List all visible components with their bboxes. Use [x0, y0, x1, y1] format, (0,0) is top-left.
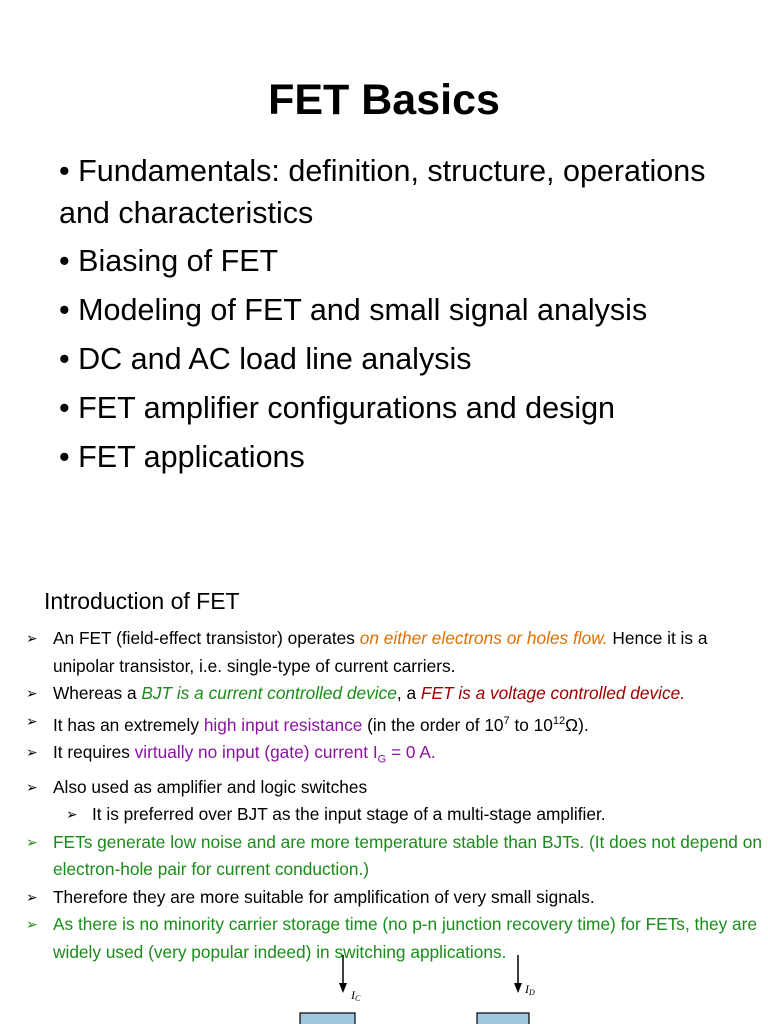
arrow-bullet-icon: ➢ — [66, 806, 78, 823]
topic-item: • FET applications — [59, 440, 305, 474]
list-item: ➢ As there is no minority carrier storage time (no p-n junction recovery time) for FETs, they are widely used (very popular indeed) in switching applications. — [26, 911, 766, 966]
slide-introduction — [0, 560, 768, 1024]
arrow-bullet-icon: ➢ — [26, 833, 38, 850]
arrow-bullet-icon: ➢ — [26, 778, 38, 795]
topic-item: • FET amplifier configurations and design — [59, 391, 616, 425]
bjt-fet-comparison-figure — [200, 955, 580, 1024]
topic-list — [59, 150, 759, 485]
list-item: ➢ Whereas a BJT is a current controlled device, a FET is a voltage controlled device. — [26, 680, 766, 708]
list-item: ➢ Therefore they are more suitable for amplification of very small signals. — [26, 884, 766, 912]
topic-item: • Modeling of FET and small signal analysis — [59, 293, 648, 327]
list-item: ➢ An FET (field-effect transistor) operates on either electrons or holes flow. Hence it is a unipolar transistor, i.e. single-type of current carriers. — [26, 625, 766, 680]
section-title: Introduction of FET — [44, 588, 240, 614]
list-item: ➢ FETs generate low noise and are more temperature stable than BJTs. (It does not depend on electron-hole pair for current conduction.) — [26, 829, 766, 884]
list-item: ➢ Also used as amplifier and logic switches — [26, 774, 766, 802]
id-label: ID — [525, 982, 535, 997]
arrow-bullet-icon: ➢ — [26, 630, 38, 646]
topic-item: • DC and AC load line analysis — [59, 342, 472, 376]
intro-list — [26, 625, 766, 966]
arrow-bullet-icon: ➢ — [26, 916, 38, 933]
current-arrow-head — [339, 983, 347, 993]
topic-item: • Fundamentals: definition, structure, operations and characteristics — [59, 154, 706, 230]
ic-label: IC — [351, 988, 361, 1003]
arrow-bullet-icon: ➢ — [26, 685, 38, 701]
list-subitem: ➢ It is preferred over BJT as the input stage of a multi-stage amplifier. — [26, 801, 766, 829]
topic-item: • Biasing of FET — [59, 244, 279, 278]
list-item: ➢ It requires virtually no input (gate) current $I_G = 0$ A. — [26, 739, 766, 774]
arrow-bullet-icon: ➢ — [26, 743, 38, 760]
fet-body — [477, 1013, 529, 1024]
arrow-bullet-icon: ➢ — [26, 888, 38, 905]
list-item: ➢ It has an extremely high input resistance (in the order of $10^7$ to $10^{12}\Omega$). — [26, 708, 766, 739]
current-arrow-head — [514, 983, 522, 993]
slide-title: FET Basics — [268, 76, 500, 124]
bjt-body — [300, 1013, 355, 1024]
arrow-bullet-icon: ➢ — [26, 712, 38, 729]
